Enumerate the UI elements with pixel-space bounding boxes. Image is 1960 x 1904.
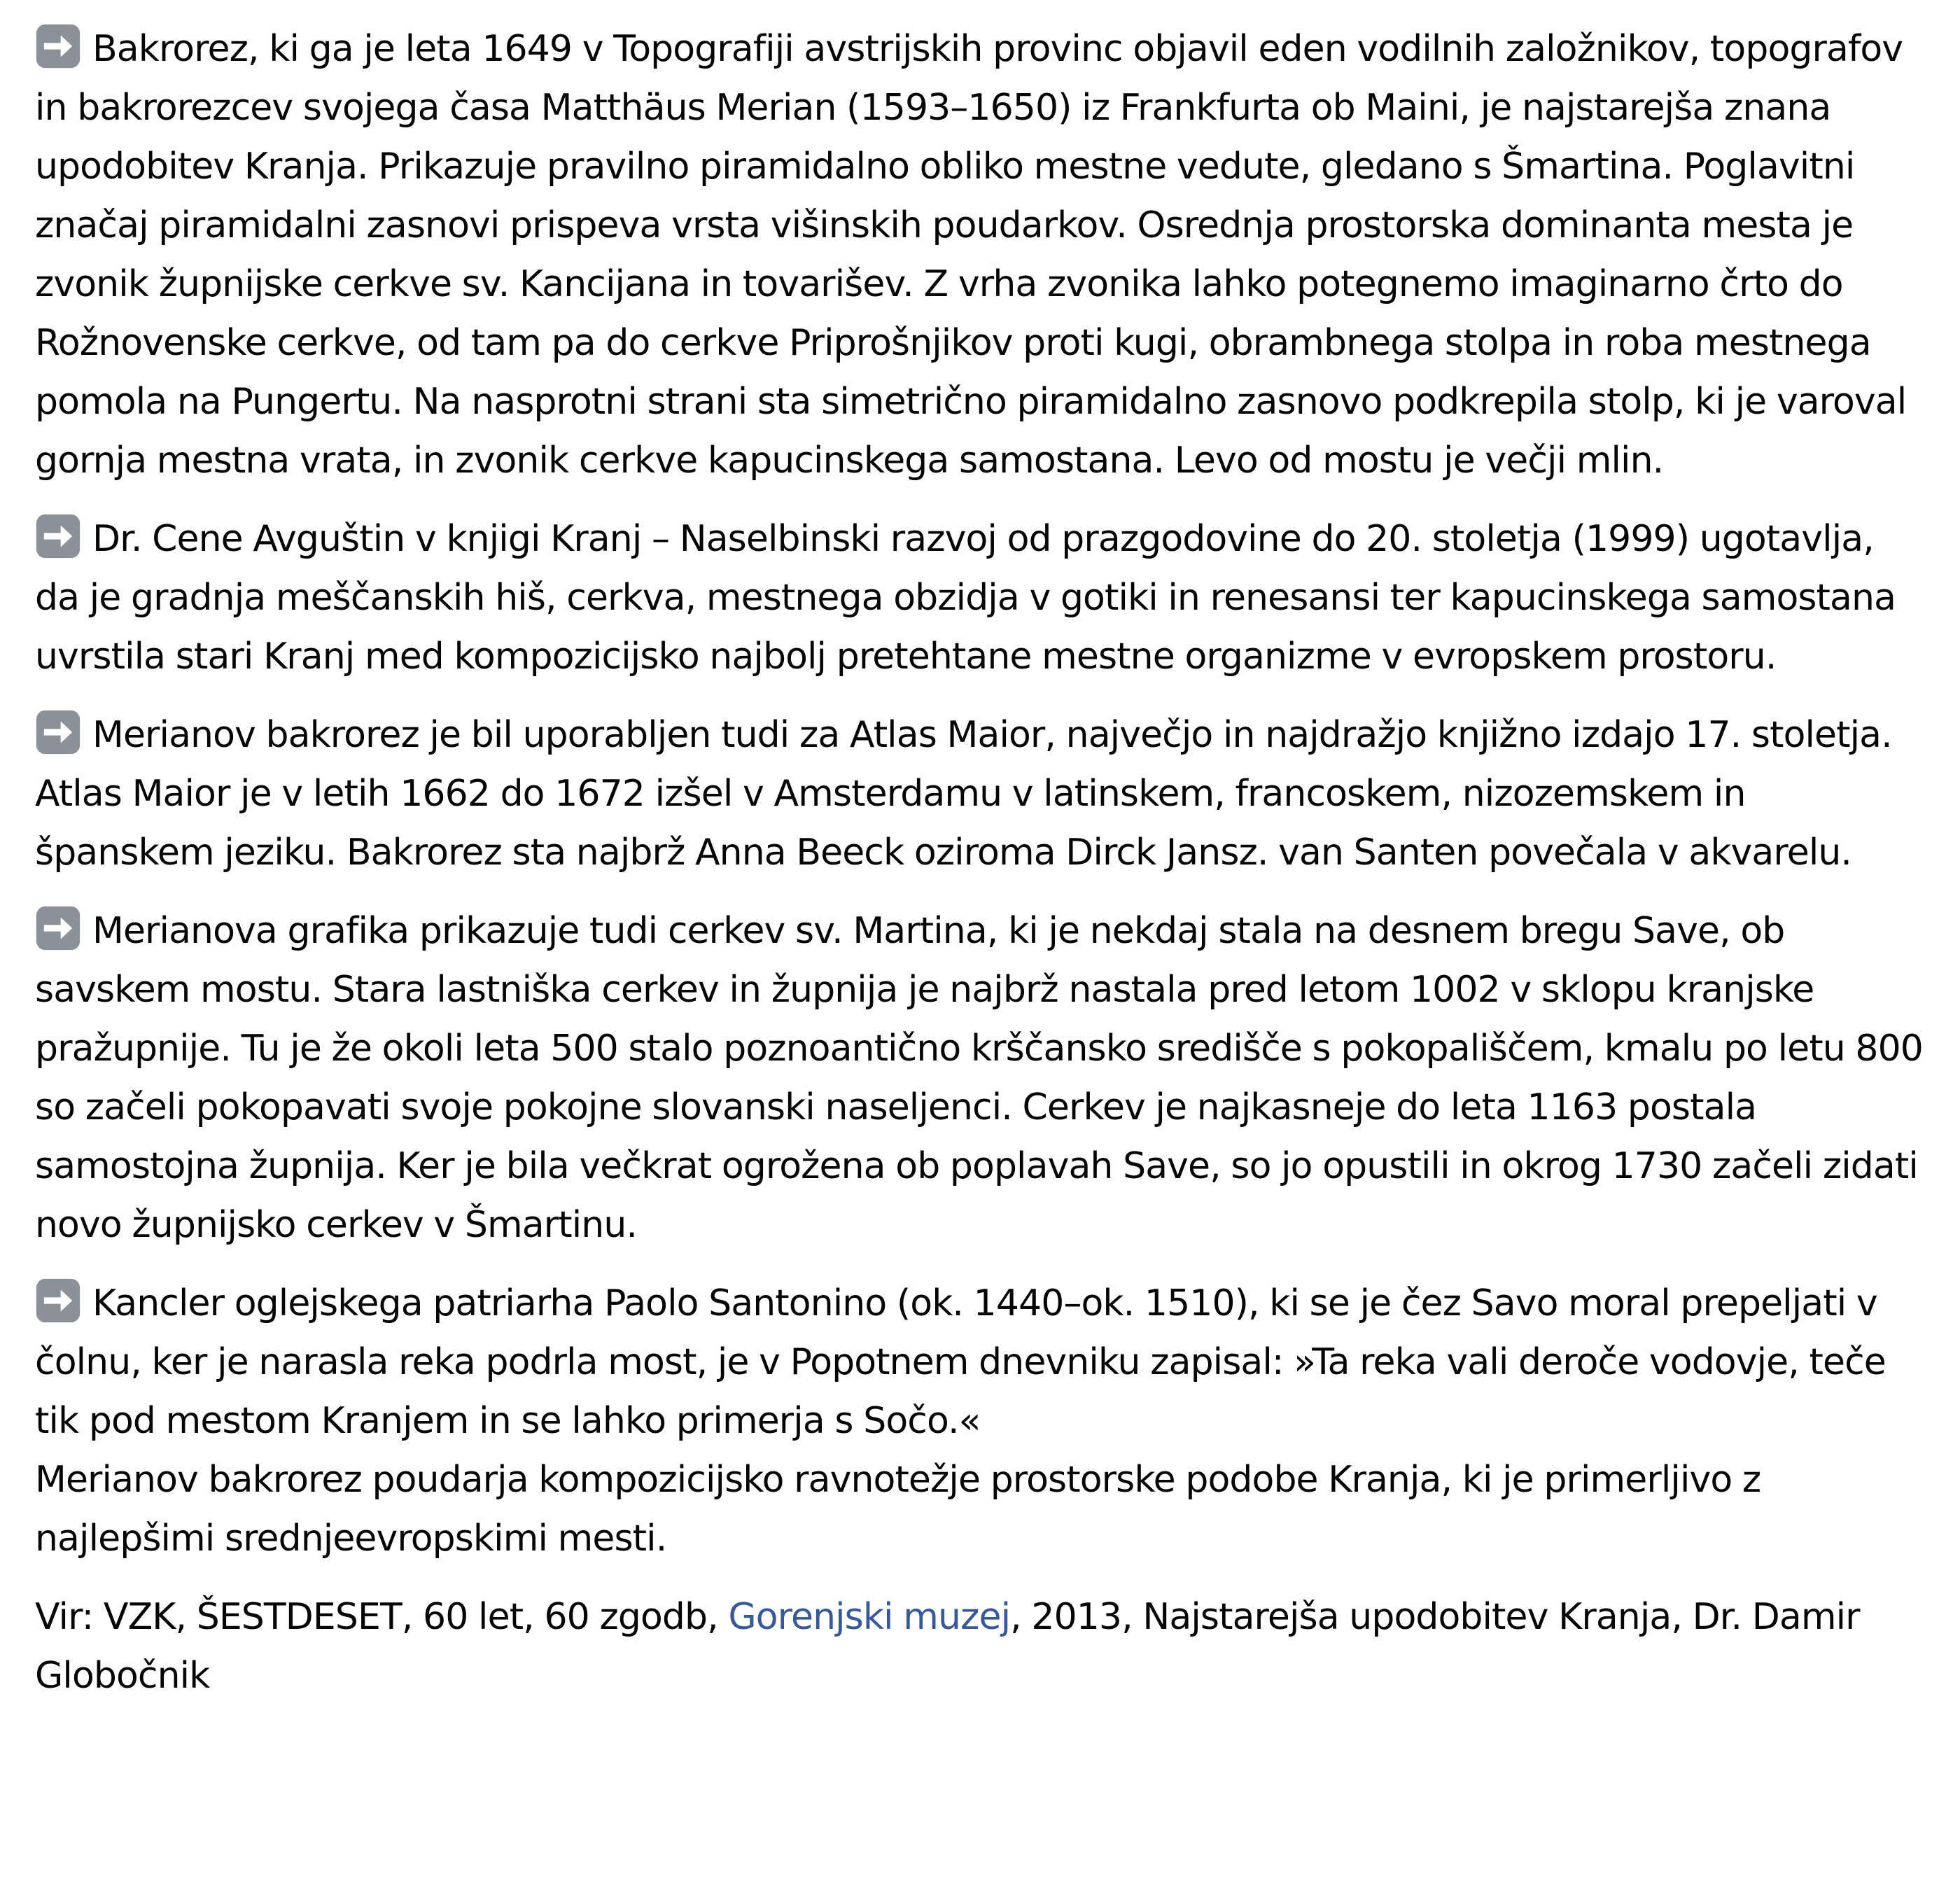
paragraph-1-text: Bakrorez, ki ga je leta 1649 v Topografiji avstrijskih provinc objavil eden vodilnih založnikov, topografov in bakrorezcev svojega časa Matthäus Merian (1593–1650) iz Frankfurta ob Maini, je najstarejša znana upodobitev Kranja. Prikazuje pravilno piramidalno obliko mestne vedute, gledano s Šmartina. Poglavitni značaj piramidalni zasnovi prispeva vrsta višinskih poudarkov. Osrednja prostorska dominanta mesta je zvonik župnijske cerkve sv. Kancijana in tovarišev. Z vrha zvonika lahko potegnemo imaginarno črto do Rožnovenske cerkve, od tam pa do cerkve Priprošnjikov proti kugi, obrambnega stolpa in roba mestnega pomola na Pungertu. Na nasprotni strani sta simetrično piramidalno zasnovo podkrepila stolp, ki je varoval gornja mestna vrata, in zvonik cerkve kapucinskega samostana. Levo od mostu je večji mlin. [35, 28, 1907, 482]
source-credit [35, 1588, 1925, 1705]
paragraph-5 [35, 1274, 1925, 1568]
paragraph-1 [35, 20, 1925, 490]
paragraph-2 [35, 510, 1925, 686]
right-arrow-emoji-icon [35, 513, 81, 559]
right-arrow-emoji-icon [35, 709, 81, 755]
paragraph-3-text: Merianov bakrorez je bil uporabljen tudi za Atlas Maior, največjo in najdražjo knjižno izdajo 17. stoletja. Atlas Maior je v letih 1662 do 1672 izšel v Amsterdamu v latinskem, francoskem, nizozemskem in španskem jeziku. Bakrorez sta najbrž Anna Beeck oziroma Dirck Jansz. van Santen povečala v akvarelu. [35, 714, 1892, 874]
paragraph-5-continuation: Merianov bakrorez poudarja kompozicijsko ravnotežje prostorske podobe Kranja, ki je primerljivo z najlepšimi srednjeevropskimi mesti. [35, 1459, 1761, 1560]
source-suffix: , 2013, Najstarejša upodobitev Kranja, Dr. Damir Globočnik [35, 1596, 1860, 1697]
paragraph-4 [35, 902, 1925, 1254]
gorenjski-muzej-link[interactable]: Gorenjski muzej [728, 1596, 1011, 1638]
source-prefix: Vir: VZK, ŠESTDESET, 60 let, 60 zgodb, [35, 1596, 729, 1638]
right-arrow-emoji-icon [35, 23, 81, 69]
paragraph-4-text: Merianova grafika prikazuje tudi cerkev sv. Martina, ki je nekdaj stala na desnem bregu Save, ob savskem mostu. Stara lastniška cerkev in župnija je najbrž nastala pred letom 1002 v sklopu kranjske pražupnije. Tu je že okoli leta 500 stalo poznoantično krščansko središče s pokopališčem, kmalu po letu 800 so začeli pokopavati svoje pokojne slovanski naseljenci. Cerkev je najkasneje do leta 1163 postala samostojna župnija. Ker je bila večkrat ogrožena ob poplavah Save, so jo opustili in okrog 1730 začeli zidati novo župnijsko cerkev v Šmartinu. [35, 910, 1923, 1246]
right-arrow-emoji-icon [35, 1278, 81, 1324]
paragraph-3 [35, 706, 1925, 882]
paragraph-2-text: Dr. Cene Avguštin v knjigi Kranj – Naselbinski razvoj od prazgodovine do 20. stoletja (1999) ugotavlja, da je gradnja meščanskih hiš, cerkva, mestnega obzidja v gotiki in renesansi ter kapucinskega samostana uvrstila stari Kranj med kompozicijsko najbolj pretehtane mestne organizme v evropskem prostoru. [35, 518, 1896, 678]
right-arrow-emoji-icon [35, 905, 81, 951]
paragraph-5-text: Kancler oglejskega patriarha Paolo Santonino (ok. 1440–ok. 1510), ki se je čez Savo moral prepeljati v čolnu, ker je narasla reka podrla most, je v Popotnem dnevniku zapisal: »Ta reka vali deroče vodovje, teče tik pod mestom Kranjem in se lahko primerja s Sočo.« [35, 1282, 1886, 1442]
